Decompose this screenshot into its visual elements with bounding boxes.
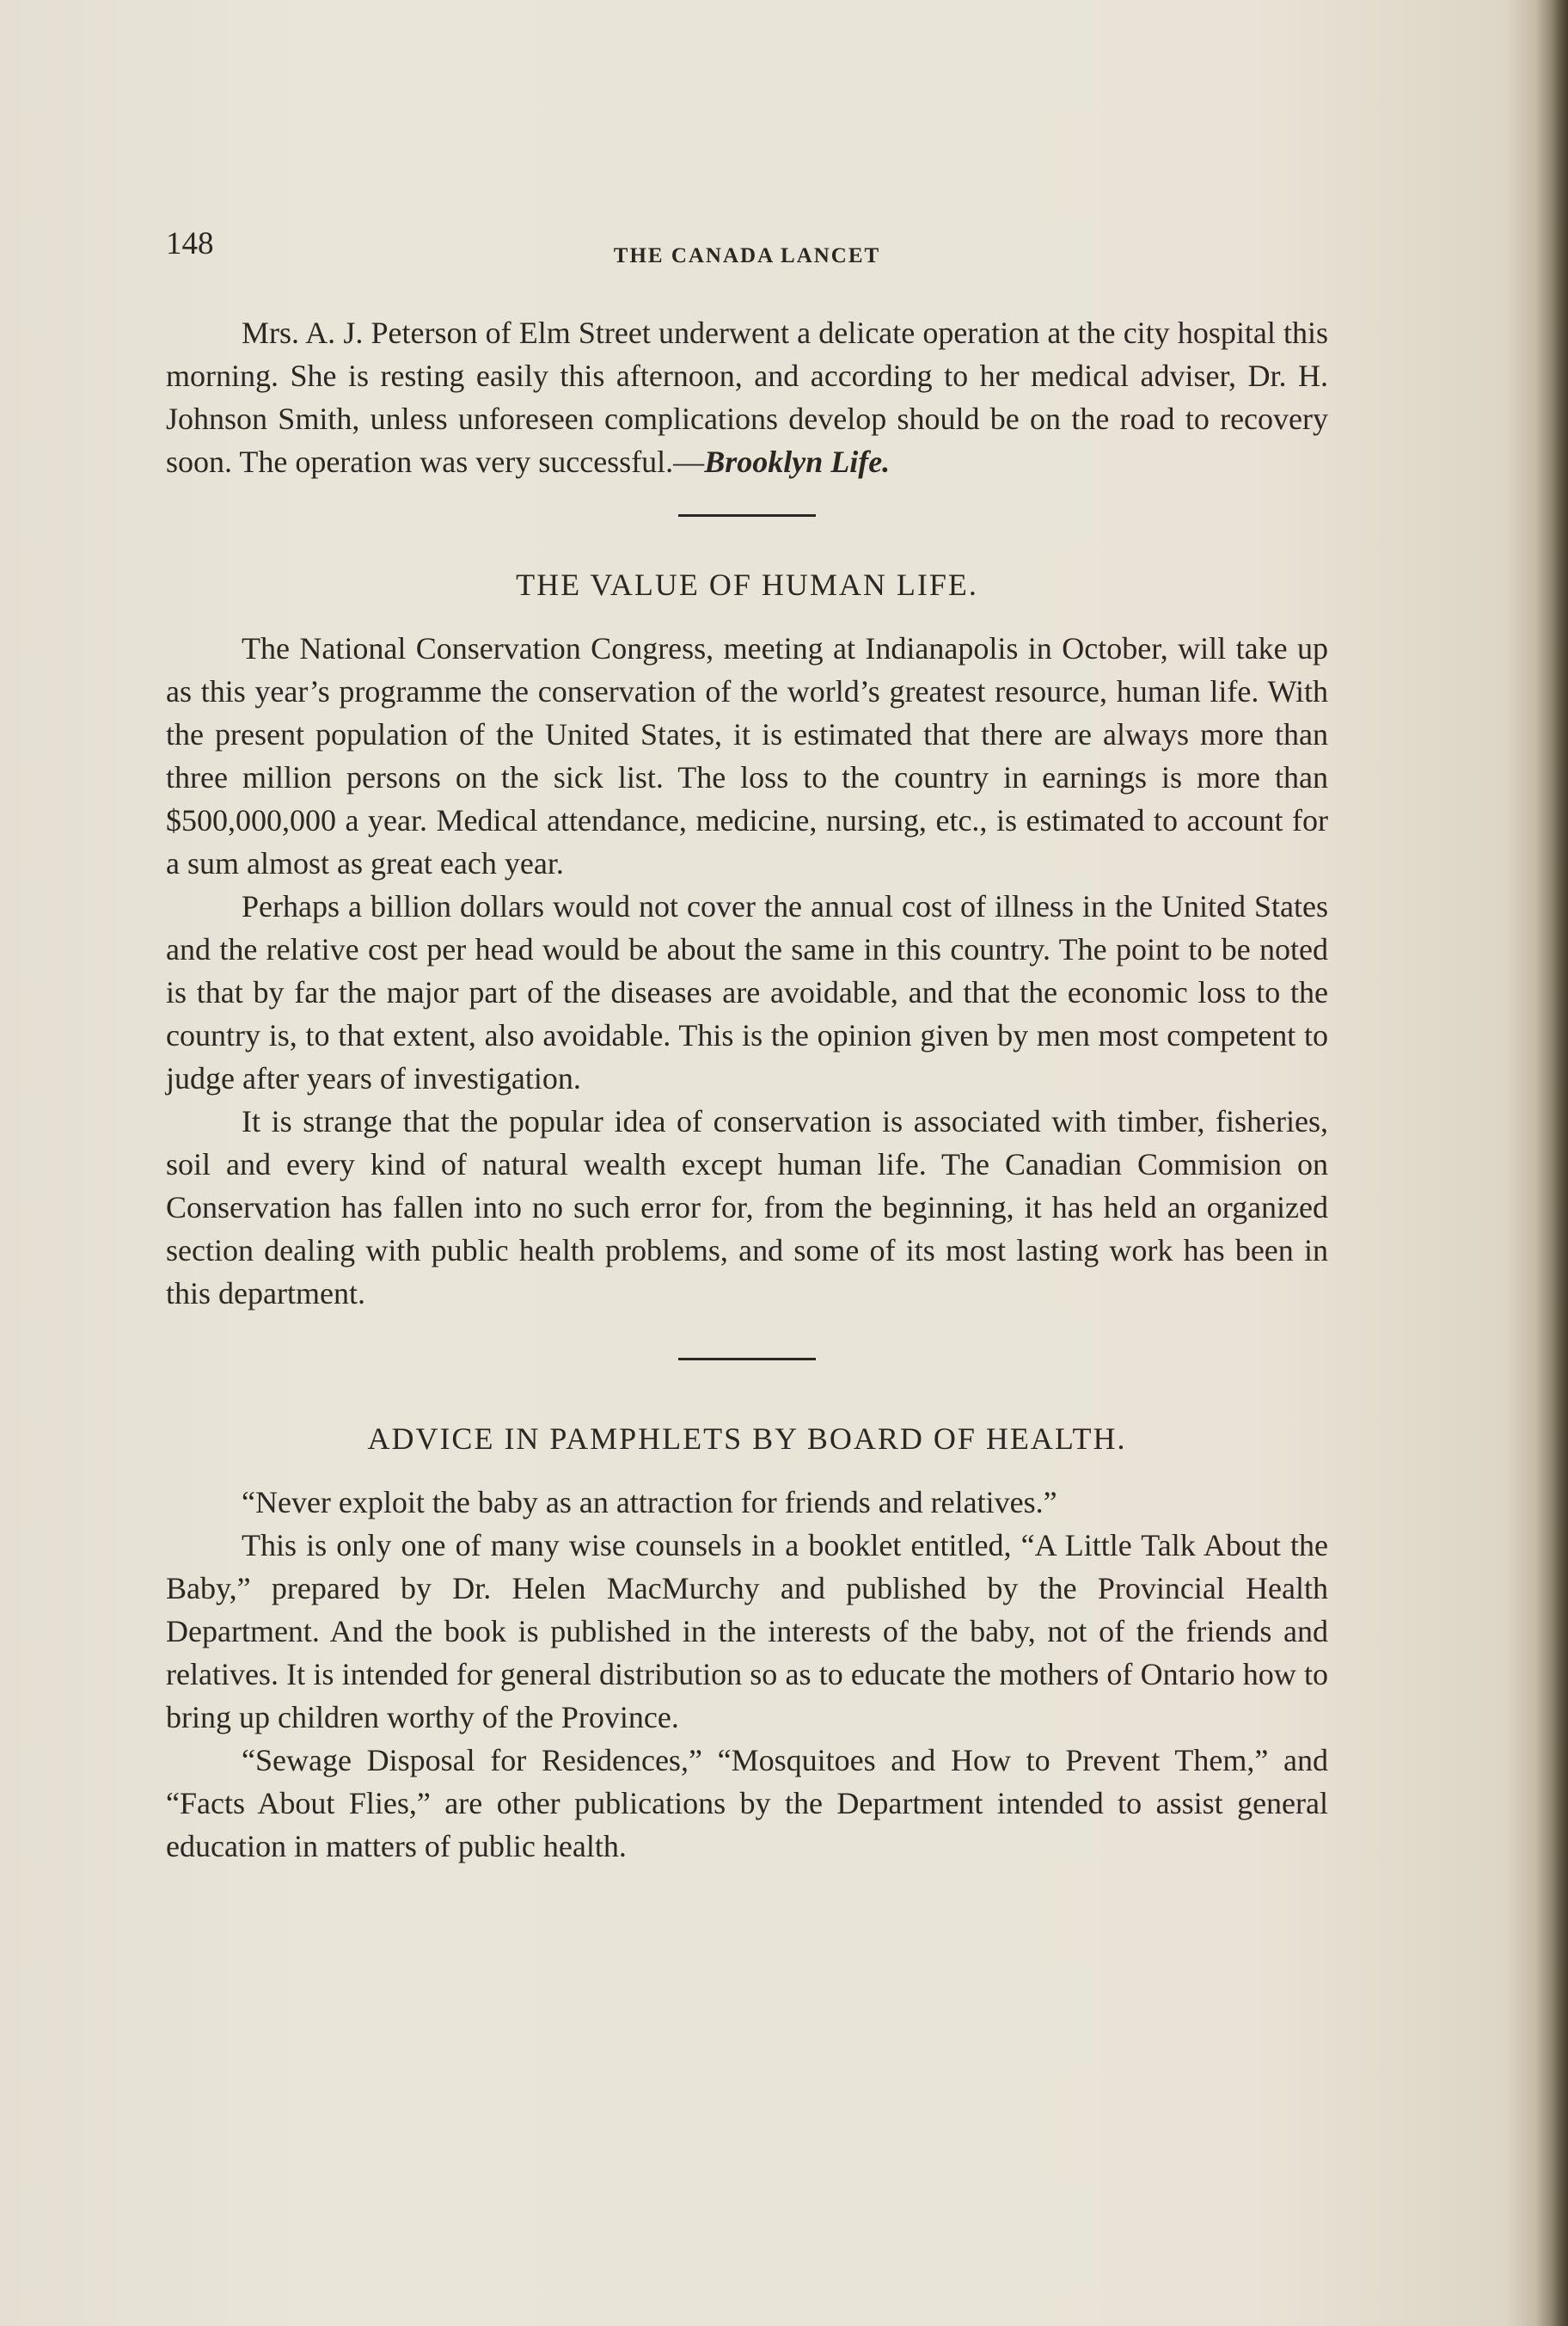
- article-title-advice-in-pamphlets: ADVICE IN PAMPHLETS BY BOARD OF HEALTH.: [367, 1421, 1127, 1456]
- article1-paragraph: The National Conservation Congress, meeting at Indianapolis in October, will take up as this year’s programme the conservation of the world’s greatest resource, human life. With the present population of the United States, it is estimated that there are always more than three million persons on the sick list. The loss to the country in earnings is more than $500,000,000 a year. Medical attendance, medicine, nursing, etc., is estimated to account for a sum almost as great each year.: [166, 631, 1328, 881]
- page-content: [166, 225, 1328, 1868]
- article1-paragraph: It is strange that the popular idea of conservation is associated with timber, fisheries, soil and every kind of natural wealth except human life. The Canadian Commision on Conservation has fallen into no such error for, from the beginning, it has held an organized section dealing with public health problems, and some of its most lasting work has been in this department.: [166, 1104, 1328, 1310]
- article2-paragraph: “Never exploit the baby as an attraction for friends and relatives.”: [242, 1485, 1057, 1519]
- article1-paragraph: Perhaps a billion dollars would not cover the annual cost of illness in the United States and the relative cost per head would be about the same in this country. The point to be noted is that by far the major part of the diseases are avoidable, and that the economic loss to the country is, to that extent, also avoidable. This is the opinion given by men most competent to judge after years of investigation.: [166, 889, 1328, 1095]
- section-divider: [678, 1358, 816, 1360]
- running-head: THE CANADA LANCET: [613, 244, 881, 267]
- article-title-value-of-human-life: THE VALUE OF HUMAN LIFE.: [516, 568, 978, 602]
- section-divider: [678, 514, 816, 517]
- notice-paragraph: [166, 311, 1328, 483]
- article2-paragraph: “Sewage Disposal for Residences,” “Mosquitoes and How to Prevent Them,” and “Facts About Flies,” are other publications by the Department intended to assist general education in matters of public health.: [166, 1743, 1328, 1863]
- page-number: 148: [166, 226, 214, 261]
- notice-source: Brooklyn Life.: [704, 445, 891, 479]
- notice-text: Mrs. A. J. Peterson of Elm Street underwent a delicate operation at the city hospital this morning. She is resting easily this afternoon, and according to her medical adviser, Dr. H. Johnson Smith, unless unforeseen complications develop should be on the road to recovery soon. The operation was very successful.—: [166, 316, 1328, 479]
- page-header: [166, 225, 1328, 277]
- book-spine-shadow: [1535, 0, 1568, 2326]
- article2-paragraph: This is only one of many wise counsels in a booklet entitled, “A Little Talk About the Baby,” prepared by Dr. Helen MacMurchy and published by the Provincial Health Department. And the book is published in the interests of the baby, not of the friends and relatives. It is intended for general distribution so as to educate the mothers of Ontario how to bring up children worthy of the Province.: [166, 1528, 1328, 1734]
